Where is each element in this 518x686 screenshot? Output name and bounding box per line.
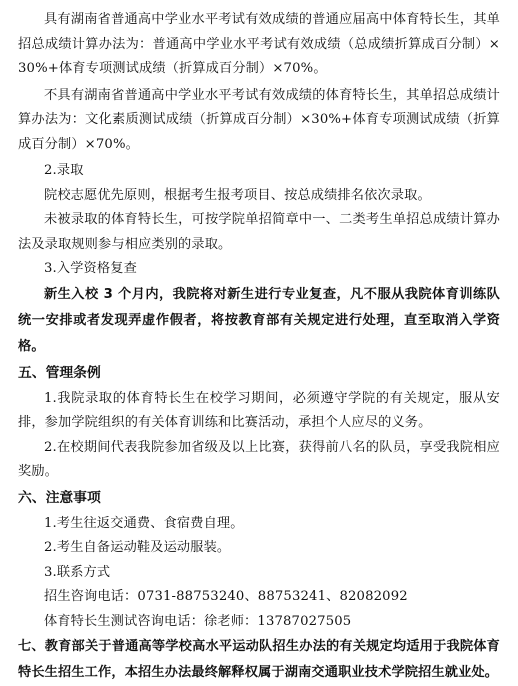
note-contact-subheading: 3.联系方式 (44, 564, 111, 580)
non-admitted-paragraph: 未被录取的体育特长生，可按学院单招简章中一、二类考生单招总成绩计算办法及录取规则参与相应类别的录取。 (18, 212, 500, 252)
document-page (18, 8, 500, 686)
management-rule-2: 2.在校期间代表我院参加省级及以上比赛，获得前八名的队员，享受我院相应奖励。 (18, 439, 500, 479)
admission-principle-paragraph: 院校志愿优先原则，根据考生报考项目、按总成绩排名依次录取。 (44, 187, 431, 203)
qualification-review-subheading: 3.入学资格复查 (44, 261, 137, 276)
qualification-review-bold-paragraph: 新生入校 3 个月内，我院将对新生进行专业复查，凡不服从我院体育训练队统一安排或者发现弄虚作假者，将按教育部有关规定进行处理，直至取消入学资格。 (18, 286, 500, 354)
management-rules-heading: 五、管理条例 (18, 364, 101, 381)
sports-test-phone-line: 体育特长生测试咨询电话：徐老师：13787027505 (44, 613, 352, 629)
section-seven-bold-paragraph: 七、教育部关于普通高等学校高水平运动队招生办法的有关规定均适用于我院体育特长生招生工作，本招生办法最终解释权属于湖南交通职业技术学院招生就业处。 (18, 639, 500, 680)
score-calculation-paragraph-1: 具有湖南省普通高中学业水平考试有效成绩的普通应届高中体育特长生，其单招总成绩计算办法为：普通高中学业水平考试有效成绩（总成绩折算成百分制）×30%+体育专项测试成绩（折算成百分制）×70%。 (18, 12, 500, 76)
note-travel-expenses: 1.考生往返交通费、食宿费自理。 (44, 515, 244, 531)
management-rule-1: 1.我院录取的体育特长生在校学习期间，必须遵守学院的有关规定，服从安排，参加学院组织的有关体育训练和比赛活动，承担个人应尽的义务。 (18, 390, 500, 430)
note-sports-gear: 2.考生自备运动鞋及运动服装。 (44, 540, 231, 555)
notes-heading: 六、注意事项 (18, 489, 101, 506)
score-calculation-paragraph-2: 不具有湖南省普通高中学业水平考试有效成绩的体育特长生，其单招总成绩计算办法为：文化素质测试成绩（折算成百分制）×30%+体育专项测试成绩（折算成百分制）×70%。 (18, 87, 500, 152)
admission-phone-line: 招生咨询电话：0731-88753240、88753241、82082092 (44, 589, 408, 604)
admission-subheading: 2.录取 (44, 163, 84, 178)
